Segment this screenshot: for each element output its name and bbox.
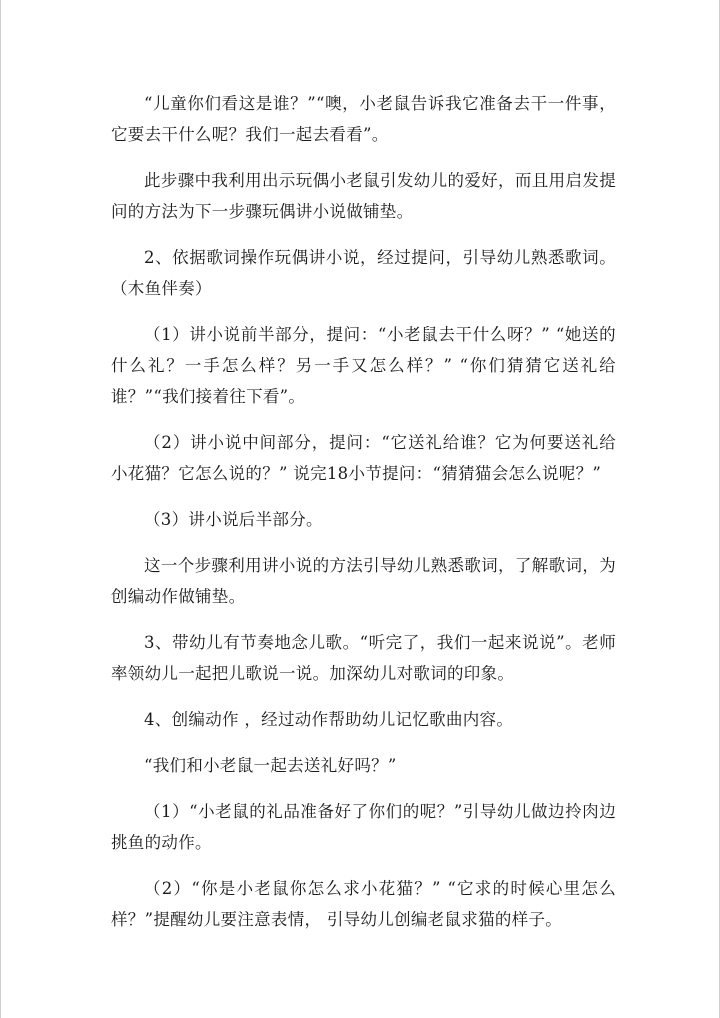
paragraph: （2）讲小说中间部分，提问：“它送礼给谁？它为何要送礼给小花猫？它怎么说的？” 说完18小节提问：“猜猜猫会怎么说呢？”: [111, 433, 616, 483]
paragraph: 此步骤中我利用出示玩偶小老鼠引发幼儿的爱好，而且用启发提问的方法为下一步骤玩偶讲小说做铺垫。: [111, 171, 616, 221]
paragraph: （1）“小老鼠的礼品准备好了你们的呢？”引导幼儿做边拎肉边挑鱼的动作。: [111, 802, 616, 852]
paragraph: 3、带幼儿有节奏地念儿歌。“听完了，我们一起来说说”。老师率领幼儿一起把儿歌说一说。加深幼儿对歌词的印象。: [111, 633, 616, 683]
paragraph: “儿童你们看这是谁？”“噢，小老鼠告诉我它准备去干一件事，它要去干什么呢？我们一起去看看”。: [111, 94, 616, 144]
paragraph: （3）讲小说后半部分。: [144, 510, 323, 529]
paragraph: （1）讲小说前半部分，提问：“小老鼠去干什么呀？” “她送的什么礼？一手怎么样？另一手又怎么样？” “你们猜猜它送礼给谁？”“我们接着往下看”。: [111, 325, 616, 406]
paragraph: （2）“你是小老鼠你怎么求小花猫？” “它求的时候心里怎么样？”提醒幼儿要注意表情， 引导幼儿创编老鼠求猫的样子。: [111, 879, 616, 929]
paragraph: “我们和小老鼠一起去送礼好吗？”: [144, 756, 397, 775]
document-body: [111, 88, 616, 950]
paragraph: 2、依据歌词操作玩偶讲小说，经过提问，引导幼儿熟悉歌词。（木鱼伴奏）: [111, 248, 616, 298]
paragraph: 4、创编动作 ，经过动作帮助幼儿记忆歌曲内容。: [144, 710, 514, 729]
paragraph: 这一个步骤利用讲小说的方法引导幼儿熟悉歌词，了解歌词，为创编动作做铺垫。: [111, 556, 616, 606]
